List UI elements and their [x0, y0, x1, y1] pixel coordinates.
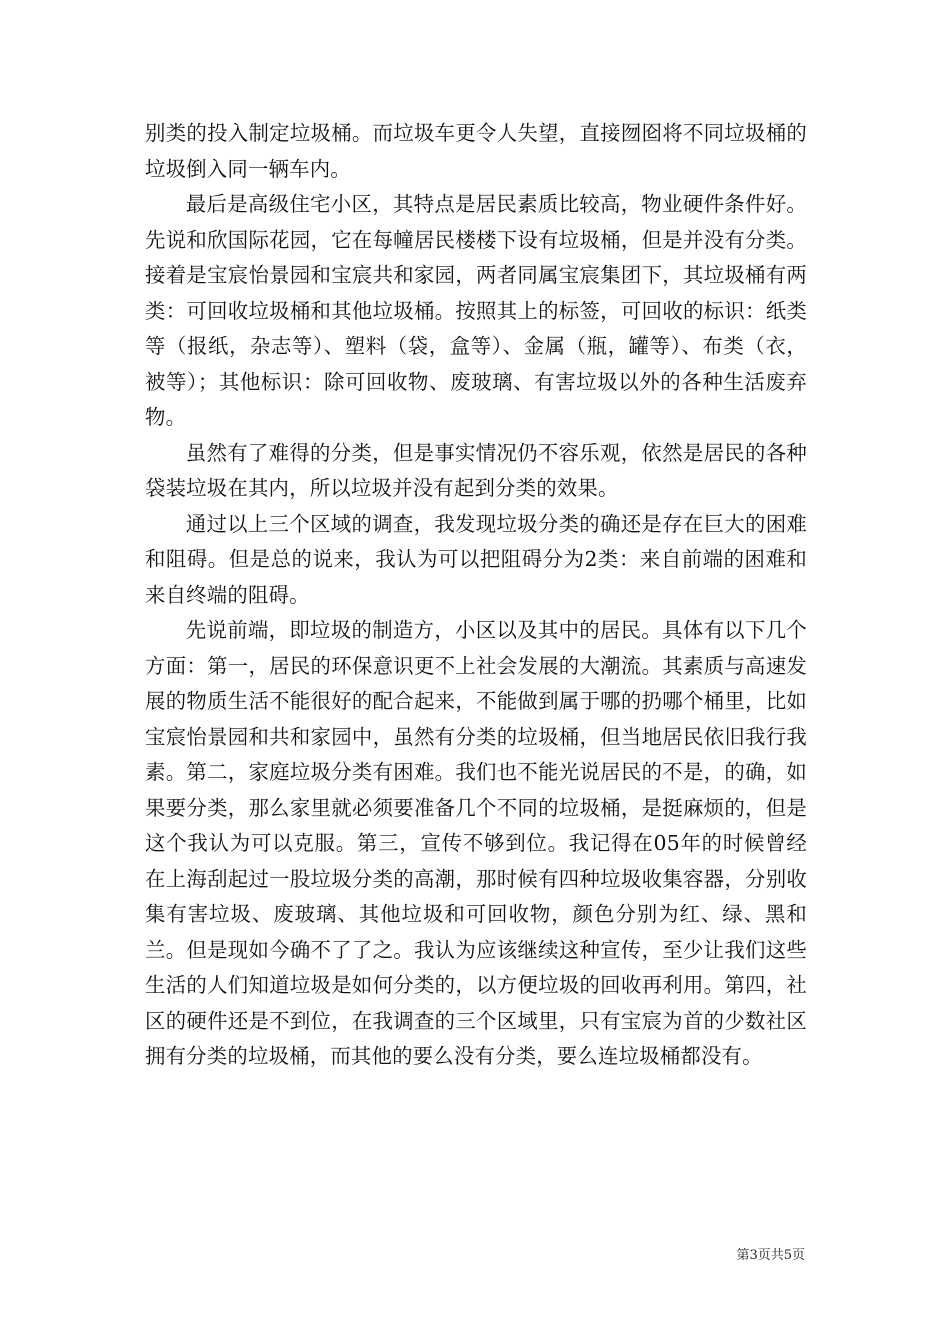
page-number-footer: 第3页共5页 [736, 1248, 805, 1263]
paragraph-high-end-residential: 最后是高级住宅小区，其特点是居民素质比较高，物业硬件条件好。先说和欣国际花园，它在每幢居民楼楼下设有垃圾桶，但是并没有分类。接着是宝宸怡景园和宝宸共和家园，两者同属宝宸集团下，其垃圾桶有两类：可回收垃圾桶和其他垃圾桶。按照其上的标签，可回收的标识：纸类等（报纸，杂志等）、塑料（袋，盒等）、金属（瓶，罐等）、布类（衣，被等）；其他标识：除可回收物、废玻璃、有害垃圾以外的各种生活废弃物。 [145, 192, 807, 429]
paragraph-survey-conclusion: 通过以上三个区域的调查，我发现垃圾分类的确还是存在巨大的困难和阻碍。但是总的说来，我认为可以把阻碍分为2类：来自前端的困难和来自终端的阻碍。 [145, 511, 807, 607]
paragraph-classification-effect: 虽然有了难得的分类，但是事实情况仍不容乐观，依然是居民的各种袋装垃圾在其内，所以垃圾并没有起到分类的效果。 [145, 440, 807, 500]
paragraph-front-end-difficulties: 先说前端，即垃圾的制造方，小区以及其中的居民。具体有以下几个方面：第一，居民的环保意识更不上社会发展的大潮流。其素质与高速发展的物质生活不能很好的配合起来，不能做到属于哪的扔哪个桶里，比如宝宸怡景园和共和家园中，虽然有分类的垃圾桶，但当地居民依旧我行我素。第二，家庭垃圾分类有困难。我们也不能光说居民的不是，的确，如果要分类，那么家里就必须要准备几个不同的垃圾桶，是挺麻烦的，但是这个我认为可以克服。第三，宣传不够到位。我记得在05年的时候曾经在上海刮起过一股垃圾分类的高潮，那时候有四种垃圾收集容器，分别收集有害垃圾、废玻璃、其他垃圾和可回收物，颜色分别为红、绿、黑和兰。但是现如今确不了了之。我认为应该继续这种宣传，至少让我们这些生活的人们知道垃圾是如何分类的，以方便垃圾的回收再利用。第四，社区的硬件还是不到位，在我调查的三个区域里，只有宝宸为首的少数社区拥有分类的垃圾桶，而其他的要么没有分类，要么连垃圾桶都没有。 [145, 618, 807, 1068]
paragraph-continuation: 别类的投入制定垃圾桶。而垃圾车更令人失望，直接囫囵将不同垃圾桶的垃圾倒入同一辆车内。 [145, 121, 807, 181]
document-body [145, 116, 807, 1075]
